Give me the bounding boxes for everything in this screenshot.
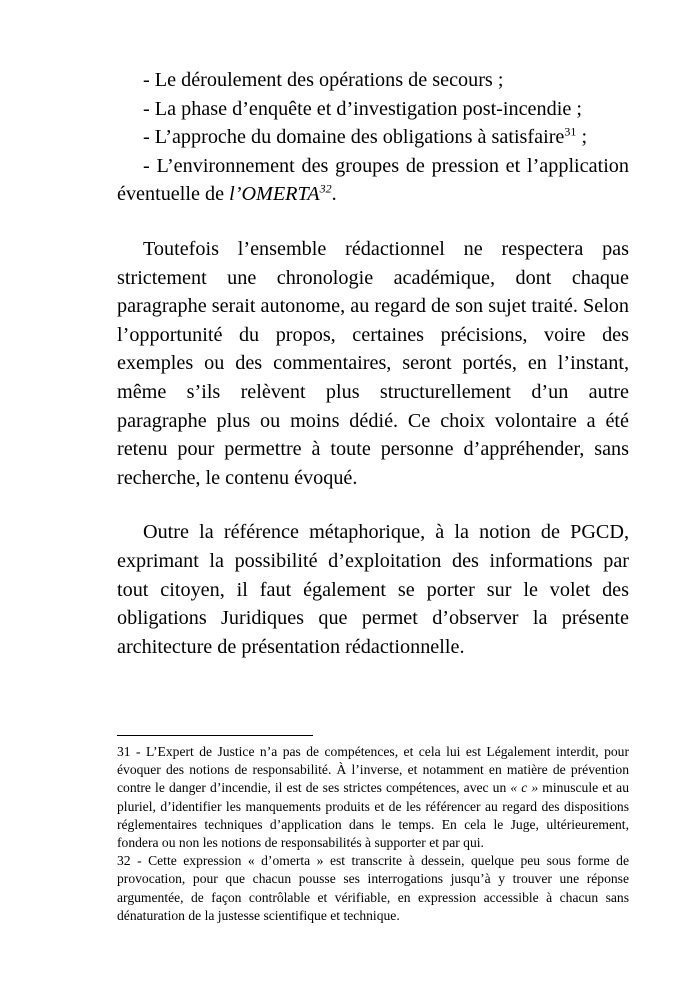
- footnote-text: 31 - L’Expert de Justice n’a pas de compétences, et cela lui est Légalement interdit, pour évoquer des notions de responsabilité. À l’inverse, et notamment en matière de prévention contre le danger d’incendie, il est de ses strictes compétences, avec un: [117, 744, 629, 796]
- list-item-suffix: ;: [576, 126, 588, 149]
- list-item-suffix: .: [331, 183, 337, 206]
- footnote-text: minuscule et au pluriel, d’identifier les manquements produits et de les référencer au regard des dispositions réglementaires techniques d’application dans le temps. En cela le Juge, ultérieurement, fondera ou non les notions de responsabilités à supporter et par qui.: [117, 780, 629, 851]
- list-item: [117, 123, 629, 152]
- page-body: [117, 66, 629, 661]
- omerta-term: l’OMERTA: [229, 183, 320, 206]
- list-item-text: - L’environnement des groupes de pression et l’application éventuelle de: [117, 154, 629, 206]
- footnote-32: 32 - Cette expression « d’omerta » est transcrite à dessein, quelque peu sous forme de provocation, pour que chacun pousse ses interrogations jusqu’à y trouver une réponse argumentée, de façon contrôlable et vérifiable, en expression accessible à chacun sans dénaturation de la justesse scientifique et technique.: [117, 853, 629, 923]
- footnote-31: [117, 743, 629, 852]
- list-item: [117, 152, 629, 209]
- footnote-italic: « c »: [510, 780, 539, 796]
- paragraph: Toutefois l’ensemble rédactionnel ne respectera pas strictement une chronologie académique, dont chaque paragraphe serait autonome, au regard de son sujet traité. Selon l’opportunité du propos, certaines précisions, voire des exemples ou des commentaires, seront portés, en l’instant, même s’ils relèvent plus structurellement d’un autre paragraphe plus ou moins dédié. Ce choix volontaire a été retenu pour permettre à toute personne d’appréhender, sans recherche, le contenu évoqué.: [117, 237, 629, 489]
- bullet-list: [117, 66, 629, 209]
- footnote-ref-31[interactable]: 31: [564, 124, 577, 139]
- list-item: - Le déroulement des opérations de secours ;: [143, 69, 504, 91]
- footnote-separator: [117, 735, 313, 736]
- list-item: - La phase d’enquête et d’investigation post-incendie ;: [143, 97, 582, 120]
- footnotes: [117, 743, 629, 925]
- paragraph: Outre la référence métaphorique, à la notion de PGCD, exprimant la possibilité d’exploitation des informations par tout citoyen, il faut également se porter sur le volet des obligations Juridiques que permet d’observer la présente architecture de présentation rédactionnelle.: [117, 521, 629, 658]
- list-item-text: - L’approche du domaine des obligations à satisfaire: [143, 126, 565, 149]
- footnote-ref-32[interactable]: 32: [319, 181, 332, 196]
